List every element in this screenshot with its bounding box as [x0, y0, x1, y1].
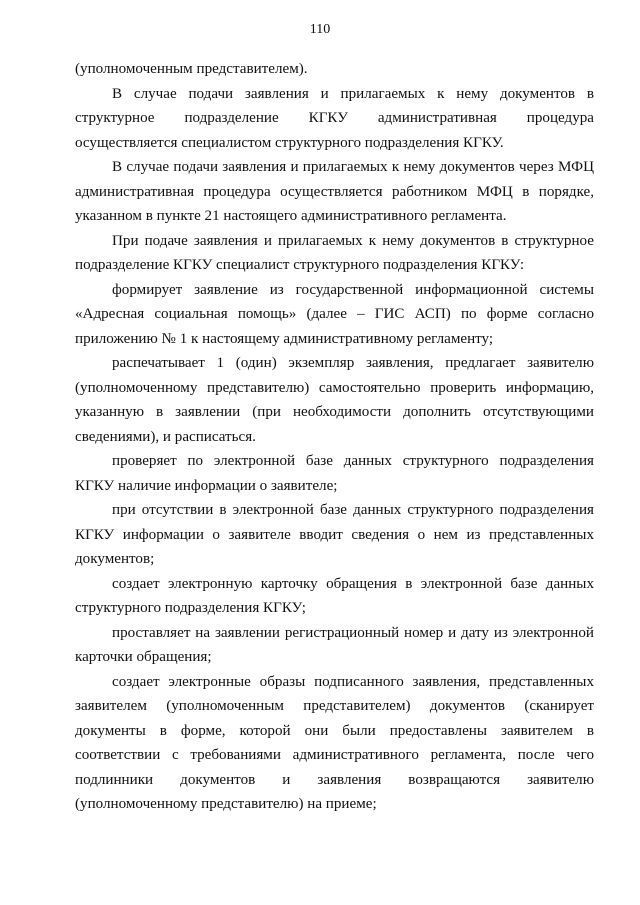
list-item: создает электронные образы подписанного заявления, представленных заявителем (уполномоченным представителем) документов (сканирует документы в форме, которой они были предоставлены заявителем в соответствии с требованиями административного регламента, после чего подлинники документов и заявления возвращаются заявителю (уполномоченному представителю) на приеме; — [75, 673, 594, 812]
document-body — [75, 57, 594, 817]
list-item: формирует заявление из государственной информационной системы «Адресная социальная помощь» (далее – ГИС АСП) по форме согласно приложению № 1 к настоящему административному регламенту; — [75, 281, 594, 347]
paragraph: При подаче заявления и прилагаемых к нему документов в структурное подразделение КГКУ специалист структурного подразделения КГКУ: — [75, 232, 594, 273]
list-item: проставляет на заявлении регистрационный номер и дату из электронной карточки обращения; — [75, 624, 594, 665]
paragraph: В случае подачи заявления и прилагаемых к нему документов через МФЦ административная процедура осуществляется работником МФЦ в порядке, указанном в пункте 21 настоящего административного регламента. — [75, 159, 594, 224]
page-number: 110 — [309, 22, 331, 37]
list-item: создает электронную карточку обращения в электронной базе данных структурного подразделения КГКУ; — [75, 575, 594, 616]
list-item: при отсутствии в электронной базе данных структурного подразделения КГКУ информации о заявителе вводит сведения о нем из представленных документов; — [75, 502, 594, 567]
paragraph: (уполномоченным представителем). — [75, 61, 308, 77]
paragraph: В случае подачи заявления и прилагаемых к нему документов в структурное подразделение КГКУ административная процедура осуществляется специалистом структурного подразделения КГКУ. — [75, 85, 594, 151]
list-item: проверяет по электронной базе данных структурного подразделения КГКУ наличие информации о заявителе; — [75, 453, 594, 494]
list-item: распечатывает 1 (один) экземпляр заявления, предлагает заявителю (уполномоченному представителю) самостоятельно проверить информацию, указанную в заявлении (при необходимости дополнить отсутствующими сведениями), и расписаться. — [75, 355, 594, 445]
